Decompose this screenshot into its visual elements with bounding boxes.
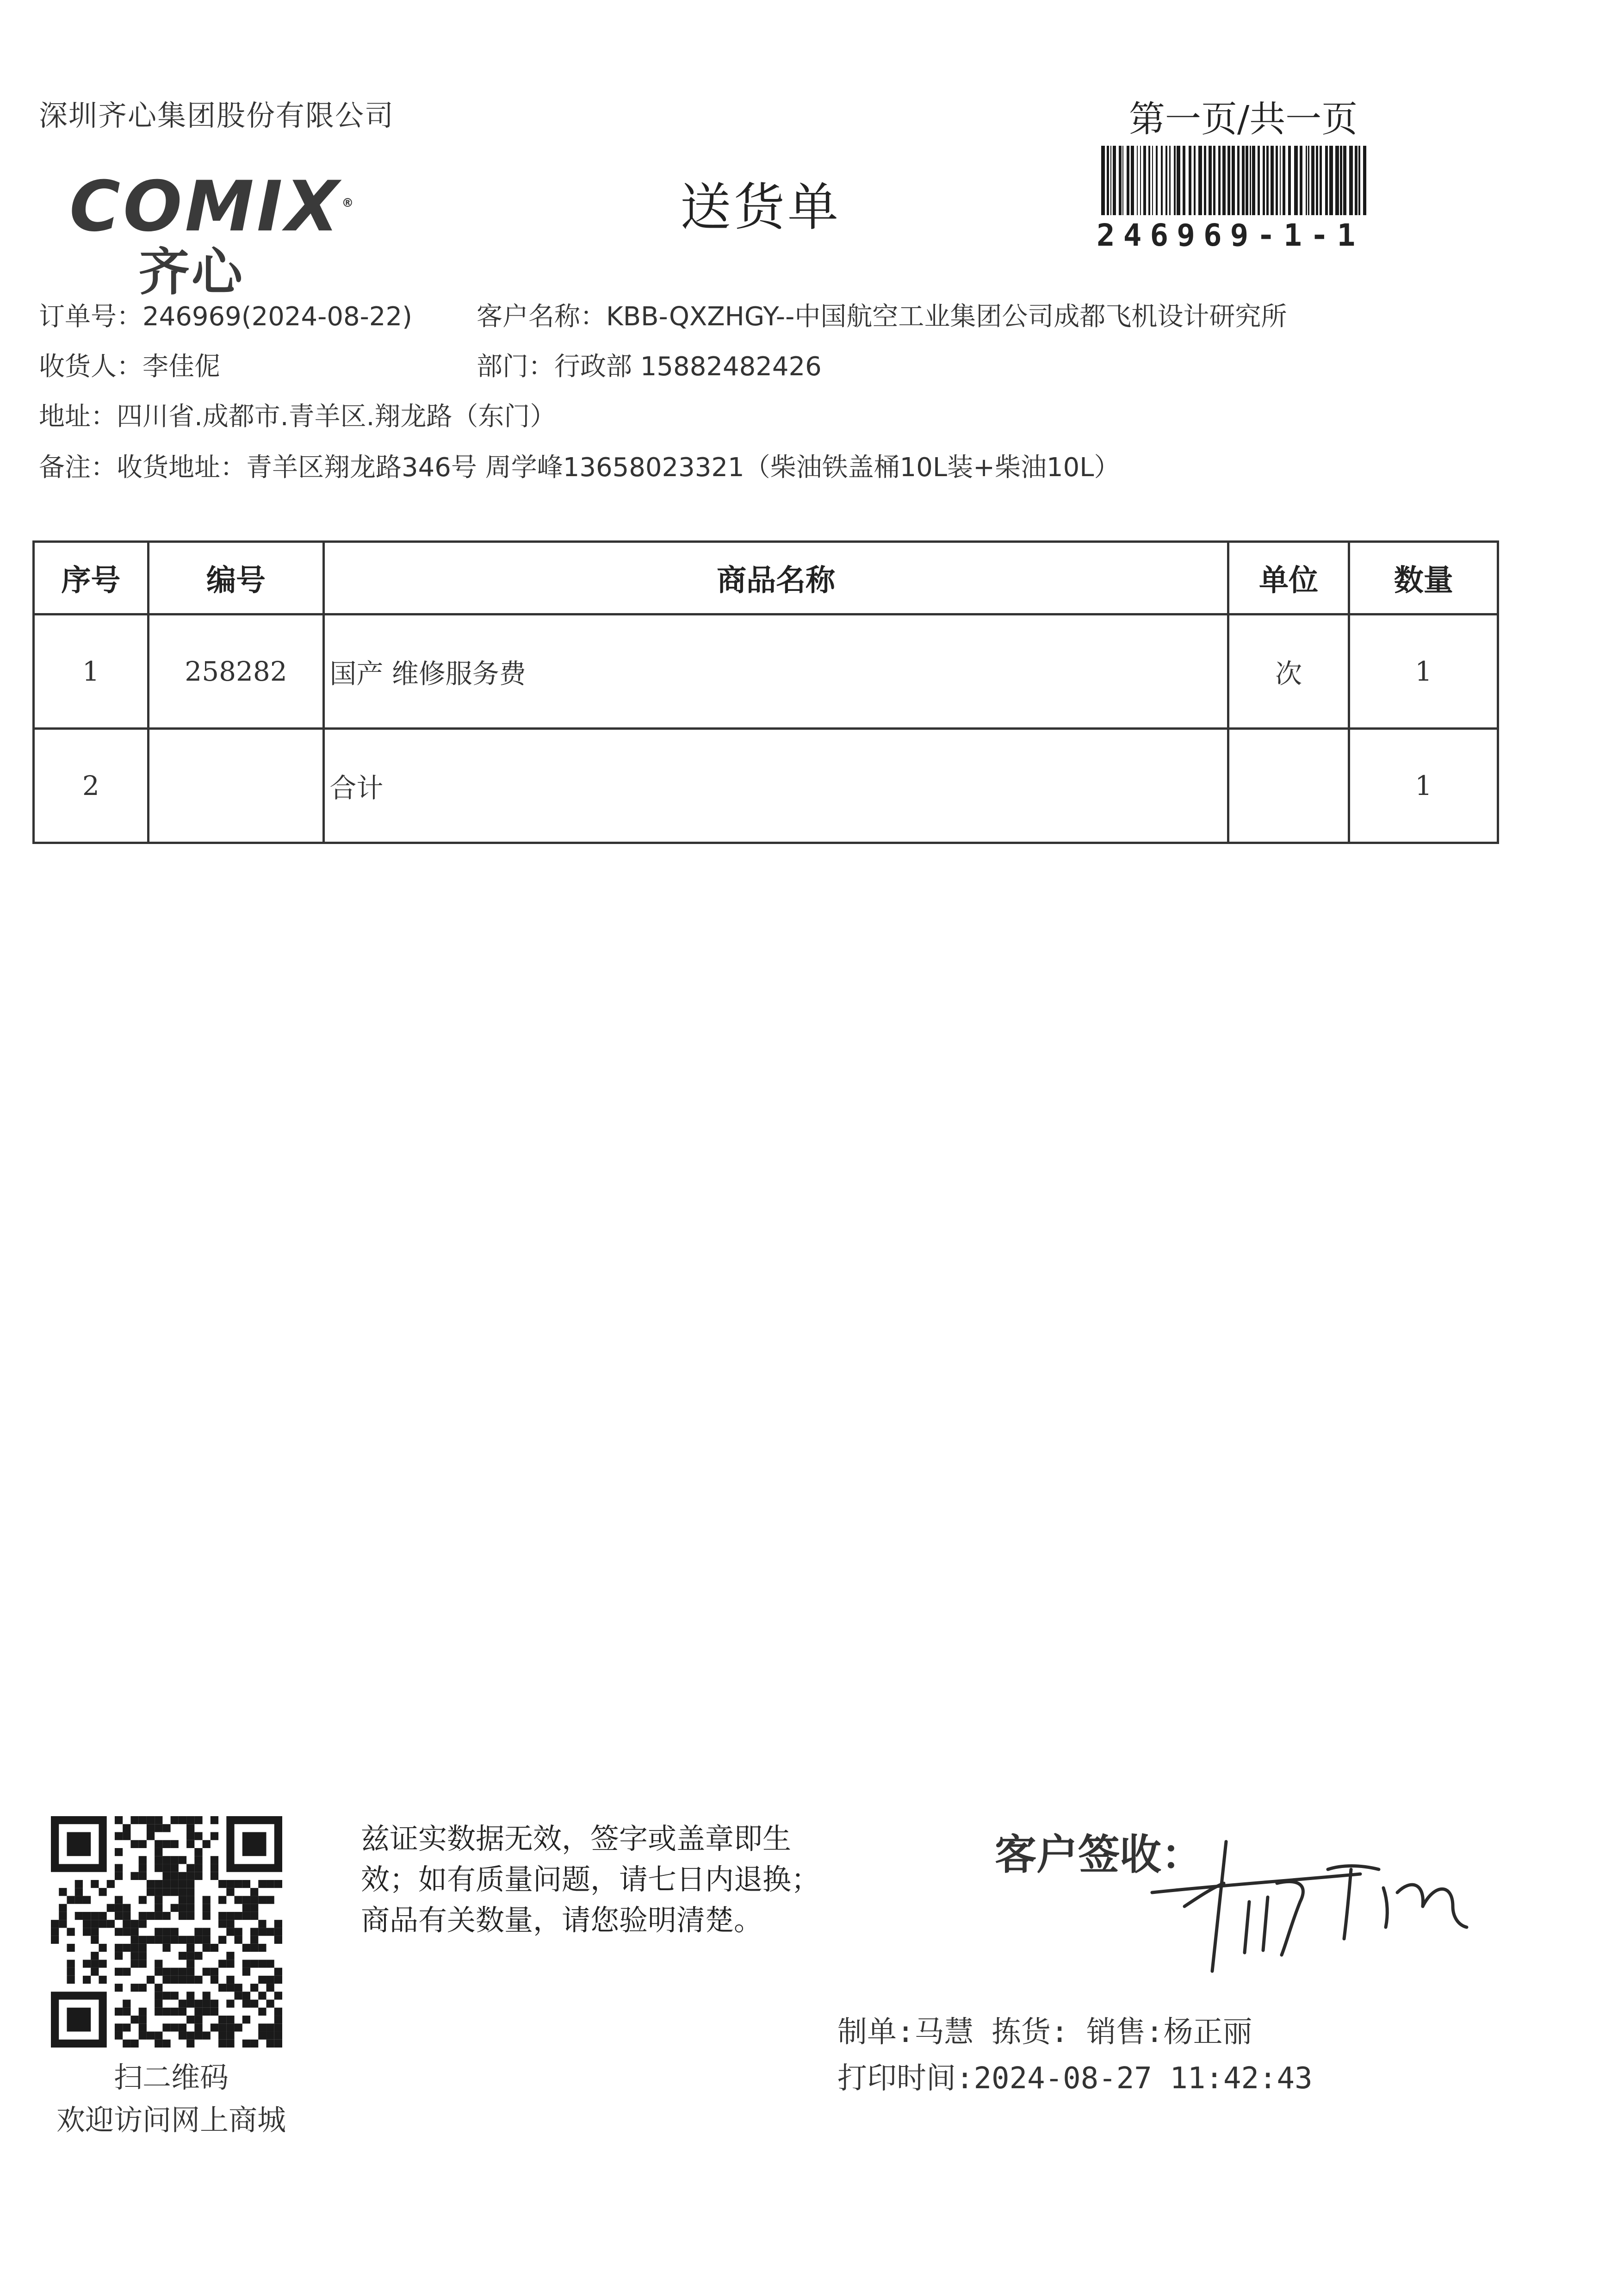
notice-line: 兹证实数据无效，签字或盖章即生: [361, 1822, 792, 1855]
notice-text: [361, 1818, 916, 1941]
cell-quantity: 1: [1349, 614, 1498, 729]
page-indicator: 第一页/共一页: [1129, 99, 1358, 140]
receiver: 收货人：李佳伲: [39, 352, 220, 382]
document-title: 送货单: [680, 178, 841, 237]
notice-line: 效；如有质量问题，请七日内退换；: [361, 1862, 820, 1896]
handwritten-signature: [1147, 1832, 1481, 1980]
cell-unit: [1228, 729, 1349, 843]
header-unit: 单位: [1228, 542, 1349, 614]
address: 地址：四川省.成都市.青羊区.翔龙路（东门）: [39, 402, 556, 432]
table-row: [34, 729, 1498, 843]
cell-unit: 次: [1228, 614, 1349, 729]
company-name: 深圳齐心集团股份有限公司: [39, 99, 395, 132]
registered-mark: ®: [341, 196, 357, 210]
order-number: 订单号：246969(2024-08-22): [39, 302, 412, 332]
table-row: [34, 614, 1498, 729]
cell-product-name: 合计: [324, 729, 1228, 843]
qr-caption-visit: 欢迎访问网上商城: [56, 2103, 286, 2137]
cell-product-name: 国产 维修服务费: [324, 614, 1228, 729]
cell-seq: 2: [34, 729, 149, 843]
logo-text: COMIX: [69, 167, 342, 247]
print-time: 打印时间:2024-08-27 11:42:43: [837, 2061, 1313, 2096]
cell-seq: 1: [34, 614, 149, 729]
header-quantity: 数量: [1349, 542, 1498, 614]
cell-quantity: 1: [1349, 729, 1498, 843]
staff-line: 制单:马慧 拣货: 销售:杨正丽: [837, 2015, 1252, 2049]
remark: 备注：收货地址：青羊区翔龙路346号 周学峰13658023321（柴油铁盖桶10L装+柴油10L）: [39, 453, 1120, 483]
customer-name: 客户名称：KBB-QXZHGY--中国航空工业集团公司成都飞机设计研究所: [477, 302, 1287, 332]
cell-code: [148, 729, 324, 843]
cell-code: 258282: [148, 614, 324, 729]
barcode: [1101, 146, 1370, 215]
header-product-name: 商品名称: [324, 542, 1228, 614]
qr-code: [51, 1816, 282, 2048]
qr-caption-scan: 扫二维码: [113, 2060, 229, 2094]
barcode-number: 246969-1-1: [1097, 217, 1364, 253]
header-seq: 序号: [34, 542, 149, 614]
department: 部门：行政部 15882482426: [477, 352, 822, 382]
header-code: 编号: [148, 542, 324, 614]
customer-sign-label: 客户签收：: [995, 1831, 1203, 1879]
notice-line: 商品有关数量，请您验明清楚。: [361, 1903, 763, 1937]
items-table: [32, 540, 1499, 844]
logo-chinese: 齐心: [139, 242, 244, 302]
table-header-row: [34, 542, 1498, 614]
